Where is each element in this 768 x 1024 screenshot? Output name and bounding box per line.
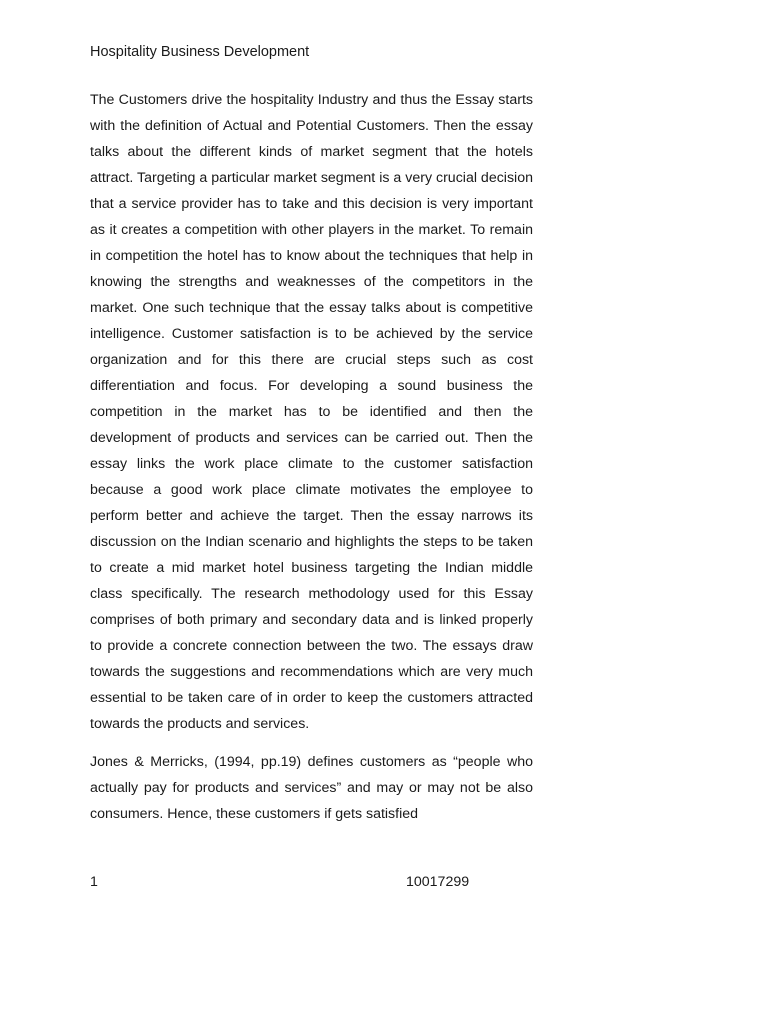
paragraph-customers-definition: Jones & Merricks, (1994, pp.19) defines customers as “people who actually pay for products and services” and may or may not be also consumers. Hence, these customers if gets satisfied (90, 754, 533, 822)
document-id: 10017299 (406, 874, 470, 890)
body-text (90, 87, 533, 839)
running-header: Hospitality Business Development (90, 44, 310, 60)
page-number: 1 (90, 874, 98, 890)
paragraph-summary: The Customers drive the hospitality Industry and thus the Essay starts with the definition of Actual and Potential Customers. Then the essay talks about the different kinds of market segment that the hotels attract. Targeting a particular market segment is a very crucial decision that a service provider has to take and this decision is very important as it creates a competition with other players in the market. To remain in competition the hotel has to know about the techniques that help in knowing the strengths and weaknesses of the competitors in the market. One such technique that the essay talks about is competitive intelligence. Customer satisfaction is to be achieved by the service organization and for this there are crucial steps such as cost differentiation and focus. For developing a sound business the competition in the market has to be identified and then the development of products and services can be carried out. Then the essay links the work place climate to the customer satisfaction because a good work place climate motivates the employee to perform better and achieve the target. Then the essay narrows its discussion on the Indian scenario and highlights the steps to be taken to create a mid market hotel business targeting the Indian middle class specifically. The research methodology used for this Essay comprises of both primary and secondary data and is linked properly to provide a concrete connection between the two. The essays draw towards the suggestions and recommendations which are very much essential to be taken care of in order to keep the customers attracted towards the products and services. (90, 92, 533, 732)
